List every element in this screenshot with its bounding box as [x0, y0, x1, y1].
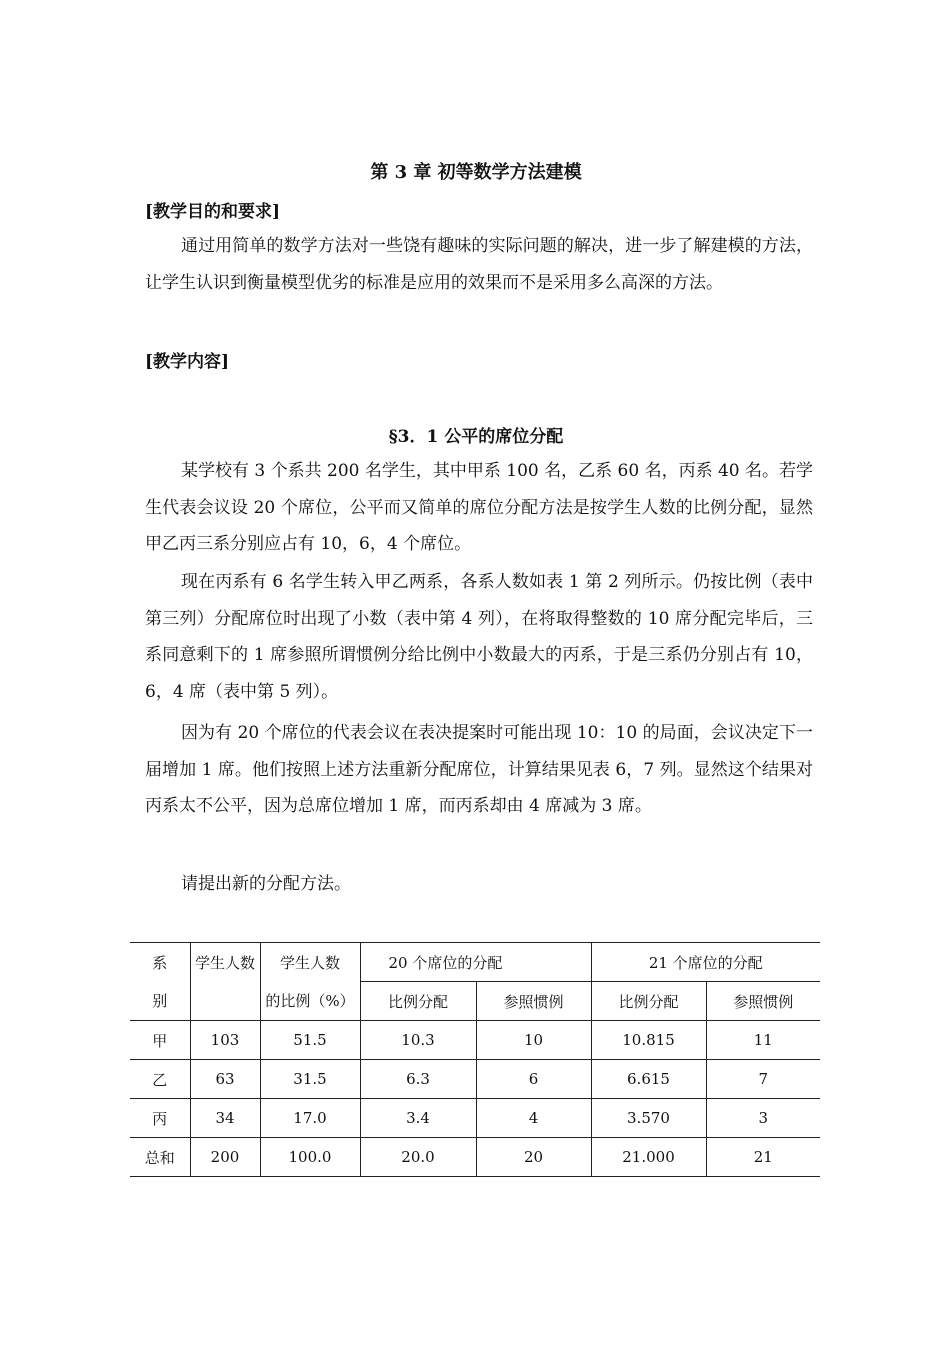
cell-conv-20: 10: [476, 1021, 591, 1060]
header-dept-bottom: 别: [130, 982, 190, 1021]
objectives-heading: [教学目的和要求]: [145, 202, 281, 222]
header-conv-21: 参照惯例: [706, 982, 820, 1021]
cell-students: 34: [190, 1099, 260, 1138]
body-paragraph-1: 某学校有 3 个系共 200 名学生，其中甲系 100 名，乙系 60 名，丙系 40 名。若学生代表会议设 20 个席位，公平而又简单的席位分配方法是按学生人数的比例分配，显然甲乙丙三系分别应占有 10，6，4 个席位。: [145, 461, 814, 554]
cell-students: 63: [190, 1060, 260, 1099]
header-prop-21: 比例分配: [591, 982, 706, 1021]
header-dept-top: 系: [130, 943, 190, 982]
header-20-seats: 20 个席位的分配: [360, 943, 591, 982]
content-heading: [教学内容]: [145, 352, 230, 372]
body-paragraph-3: 因为有 20 个席位的代表会议在表决提案时可能出现 10：10 的局面，会议决定下一届增加 1 席。他们按照上述方法重新分配席位，计算结果见表 6，7 列。显然这个结果对丙系太不公平，因为总席位增加 1 席，而丙系却由 4 席减为 3 席。: [145, 723, 813, 816]
chapter-title: 第 3 章 初等数学方法建模: [370, 162, 582, 183]
seat-allocation-table: [130, 942, 820, 1177]
cell-prop-21: 6.615: [591, 1060, 706, 1099]
cell-prop-20: 3.4: [360, 1099, 476, 1138]
cell-prop-21: 3.570: [591, 1099, 706, 1138]
cell-dept: 丙: [130, 1099, 190, 1138]
cell-students: 103: [190, 1021, 260, 1060]
cell-ratio: 51.5: [260, 1021, 360, 1060]
table-header-row-1: [130, 943, 820, 982]
cell-ratio: 17.0: [260, 1099, 360, 1138]
cell-conv-21: 3: [706, 1099, 820, 1138]
table-row: [130, 1060, 820, 1099]
header-prop-20: 比例分配: [360, 982, 476, 1021]
table-row-total: [130, 1138, 820, 1177]
cell-prop-20: 6.3: [360, 1060, 476, 1099]
objectives-paragraph: 通过用简单的数学方法对一些饶有趣味的实际问题的解决，进一步了解建模的方法，让学生认识到衡量模型优劣的标准是应用的效果而不是采用多么高深的方法。: [145, 236, 813, 293]
section-title: §3．1 公平的席位分配: [388, 427, 564, 447]
table-header-row-2: [130, 982, 820, 1021]
table-row: [130, 1021, 820, 1060]
cell-conv-21: 7: [706, 1060, 820, 1099]
cell-ratio: 31.5: [260, 1060, 360, 1099]
cell-ratio: 100.0: [260, 1138, 360, 1177]
cell-prop-20: 10.3: [360, 1021, 476, 1060]
header-students-bottom: [190, 982, 260, 1021]
cell-dept: 乙: [130, 1060, 190, 1099]
header-conv-20: 参照惯例: [476, 982, 591, 1021]
cell-prop-21: 10.815: [591, 1021, 706, 1060]
header-21-seats: 21 个席位的分配: [591, 943, 820, 982]
cell-conv-20: 4: [476, 1099, 591, 1138]
cell-dept: 总和: [130, 1138, 190, 1177]
cell-prop-20: 20.0: [360, 1138, 476, 1177]
cell-conv-20: 20: [476, 1138, 591, 1177]
body-paragraph-4: 请提出新的分配方法。: [181, 874, 351, 894]
header-ratio-top: 学生人数: [260, 943, 360, 982]
cell-prop-21: 21.000: [591, 1138, 706, 1177]
cell-conv-20: 6: [476, 1060, 591, 1099]
cell-dept: 甲: [130, 1021, 190, 1060]
table-row: [130, 1099, 820, 1138]
cell-conv-21: 11: [706, 1021, 820, 1060]
header-ratio-bottom: 的比例（%）: [260, 982, 360, 1021]
body-paragraph-2: 现在丙系有 6 名学生转入甲乙两系，各系人数如表 1 第 2 列所示。仍按比例（表中第三列）分配席位时出现了小数（表中第 4 列），在将取得整数的 10 席分配完毕后，三系同意剩下的 1 席参照所谓惯例分给比例中小数最大的丙系，于是三系仍分别占有 10，6，4 席（表中第 5 列）。: [145, 572, 813, 702]
cell-conv-21: 21: [706, 1138, 820, 1177]
cell-students: 200: [190, 1138, 260, 1177]
header-students: 学生人数: [190, 943, 260, 982]
